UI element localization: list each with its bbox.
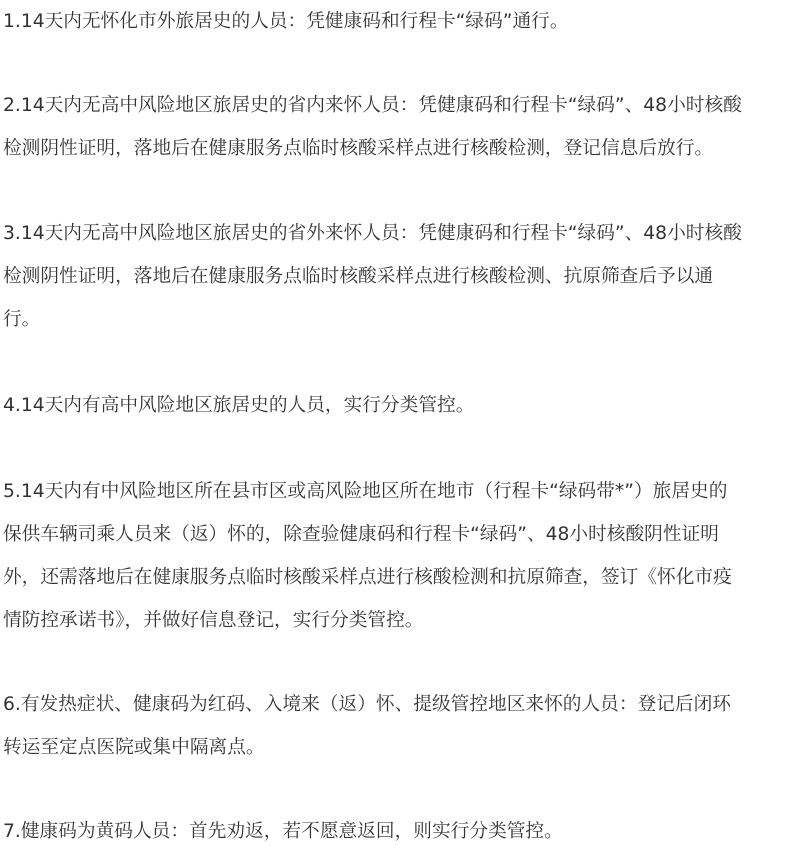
rule-item-2-line-1: 2.14天内无高中风险地区旅居史的省内来怀人员：凭健康码和行程卡“绿码”、48小时核酸 <box>3 95 742 116</box>
rule-item-5-line-3: 外，还需落地后在健康服务点临时核酸采样点进行核酸检测和抗原筛查，签订《怀化市疫 <box>3 567 732 588</box>
rule-item-4 <box>3 384 474 427</box>
rule-item-5-line-1: 5.14天内有中风险地区所在县市区或高风险地区所在地市（行程卡“绿码带*”）旅居史的 <box>3 481 728 502</box>
rule-item-6-line-1: 6.有发热症状、健康码为红码、入境来（返）怀、提级管控地区来怀的人员：登记后闭环 <box>3 694 731 715</box>
rule-item-5 <box>3 470 732 642</box>
rule-item-7-line-1: 7.健康码为黄码人员：首先劝返，若不愿意返回，则实行分类管控。 <box>3 821 563 842</box>
rule-item-2-line-2: 检测阴性证明，落地后在健康服务点临时核酸采样点进行核酸检测，登记信息后放行。 <box>3 138 714 159</box>
rule-item-3-line-1: 3.14天内无高中风险地区旅居史的省外来怀人员：凭健康码和行程卡“绿码”、48小时核酸 <box>3 223 742 244</box>
rule-item-2 <box>3 84 742 170</box>
rule-item-5-line-4: 情防控承诺书》，并做好信息登记，实行分类管控。 <box>3 610 424 631</box>
rule-item-3-line-3: 行。 <box>3 309 41 330</box>
rule-item-3-line-2: 检测阴性证明，落地后在健康服务点临时核酸采样点进行核酸检测、抗原筛查后予以通 <box>3 266 714 287</box>
rule-item-7 <box>3 810 563 853</box>
rule-item-6-line-2: 转运至定点医院或集中隔离点。 <box>3 737 265 758</box>
rule-item-4-line-1: 4.14天内有高中风险地区旅居史的人员，实行分类管控。 <box>3 395 475 416</box>
rule-item-3 <box>3 212 742 341</box>
rule-item-1-line-1: 1.14天内无怀化市外旅居史的人员：凭健康码和行程卡“绿码”通行。 <box>3 11 569 32</box>
rule-item-1 <box>3 0 569 43</box>
rule-item-5-line-2: 保供车辆司乘人员来（返）怀的，除查验健康码和行程卡“绿码”、48小时核酸阴性证明 <box>3 524 719 545</box>
rule-item-6 <box>3 683 731 769</box>
